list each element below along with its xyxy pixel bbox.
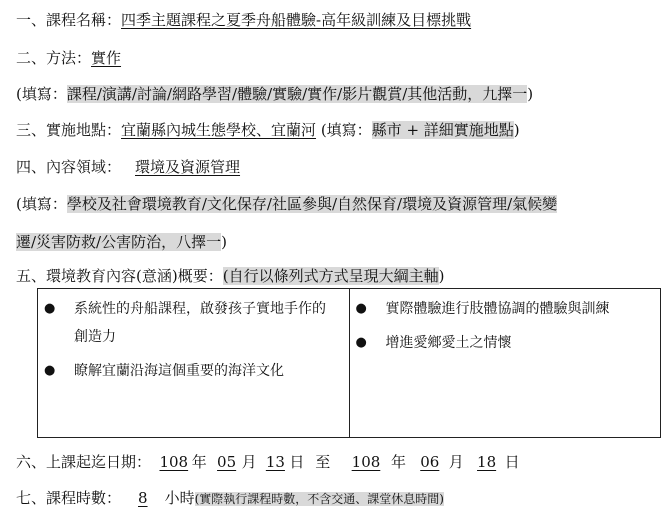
hours-unit: 小時 [164, 489, 195, 507]
start-month: 05 [217, 453, 237, 471]
domain-hint-open: (填寫： [16, 195, 67, 213]
summary-left-column [38, 289, 349, 437]
summary-row [16, 265, 444, 287]
list-item [44, 295, 345, 351]
list-item [356, 295, 657, 323]
domain-label: 四、內容領域： [16, 158, 122, 176]
summary-label: 五、環境教育內容(意涵)概要： [16, 267, 223, 285]
hours-note: (實際執行課程時數，不含交通、課堂休息時間) [194, 492, 444, 506]
end-year: 108 [351, 453, 381, 471]
bullet-icon: ● [44, 301, 56, 316]
bullet-icon: ● [355, 335, 367, 350]
summary-table [37, 288, 661, 438]
location-hint-text: 縣市 + 詳細實施地點 [371, 121, 514, 139]
list-item-text: 瞭解宜蘭沿海這個重要的海洋文化 [74, 363, 284, 379]
list-item-text: 系統性的舟船課程，啟發孩子實地手作的創造力 [74, 301, 326, 345]
list-item-text: 實際體驗進行肢體協調的體驗與訓練 [385, 301, 610, 317]
domain-hint-row-2 [16, 231, 227, 253]
hours-value: 8 [138, 489, 148, 507]
course-name-row [16, 9, 471, 31]
dates-to: 至 [315, 453, 331, 471]
summary-right-column [349, 289, 661, 437]
course-name-value: 四季主題課程之夏季舟船體驗-高年級訓練及目標挑戰 [121, 11, 472, 29]
domain-hint-text-1: 學校及社會環境教育/文化保存/社區參與/自然保育/環境及資源管理/氣候變 [66, 195, 558, 213]
bullet-icon: ● [44, 363, 56, 378]
location-hint-close: ) [513, 121, 520, 139]
bullet-icon: ● [355, 301, 367, 316]
end-year-unit: 年 [390, 453, 406, 471]
dates-label: 六、上課起迄日期： [16, 453, 152, 471]
method-label: 二、方法： [16, 49, 92, 67]
summary-hint-close: ) [438, 267, 445, 285]
end-day-unit: 日 [504, 453, 520, 471]
summary-hint-text: (自行以條列式方式呈現大綱主軸 [222, 267, 439, 285]
method-row [16, 47, 121, 69]
location-value: 宜蘭縣內城生態學校、宜蘭河 [121, 121, 317, 139]
hours-label: 七、課程時數： [16, 489, 122, 507]
end-month-unit: 月 [448, 453, 464, 471]
domain-value: 環境及資源管理 [135, 158, 241, 176]
start-day-unit: 日 [289, 453, 305, 471]
hours-row [16, 487, 444, 510]
start-day: 13 [265, 453, 285, 471]
start-year-unit: 年 [191, 453, 207, 471]
method-hint-open: (填寫： [16, 85, 67, 103]
start-month-unit: 月 [241, 453, 257, 471]
method-value: 實作 [91, 49, 122, 67]
list-item-text: 增進愛鄉愛土之情懷 [385, 335, 512, 351]
end-month: 06 [420, 453, 440, 471]
list-item [44, 357, 345, 385]
location-hint-open: (填寫： [320, 121, 372, 139]
domain-row [16, 156, 254, 178]
start-year: 108 [159, 453, 189, 471]
domain-hint-row-1 [16, 193, 557, 215]
method-hint-close: ) [527, 85, 534, 103]
method-hint-row [16, 83, 533, 105]
course-name-label: 一、課程名稱： [16, 11, 122, 29]
location-row [16, 119, 520, 141]
list-item [356, 329, 657, 357]
end-day: 18 [477, 453, 497, 471]
domain-hint-close: ) [221, 233, 227, 251]
method-hint-text: 課程/演講/討論/網路學習/體驗/實驗/實作/影片觀賞/其他活動，九擇一 [66, 85, 528, 103]
domain-hint-text-2: 遷/災害防救/公害防治，八擇一 [16, 233, 222, 251]
location-label: 三、實施地點： [16, 121, 122, 139]
dates-row [16, 451, 520, 473]
